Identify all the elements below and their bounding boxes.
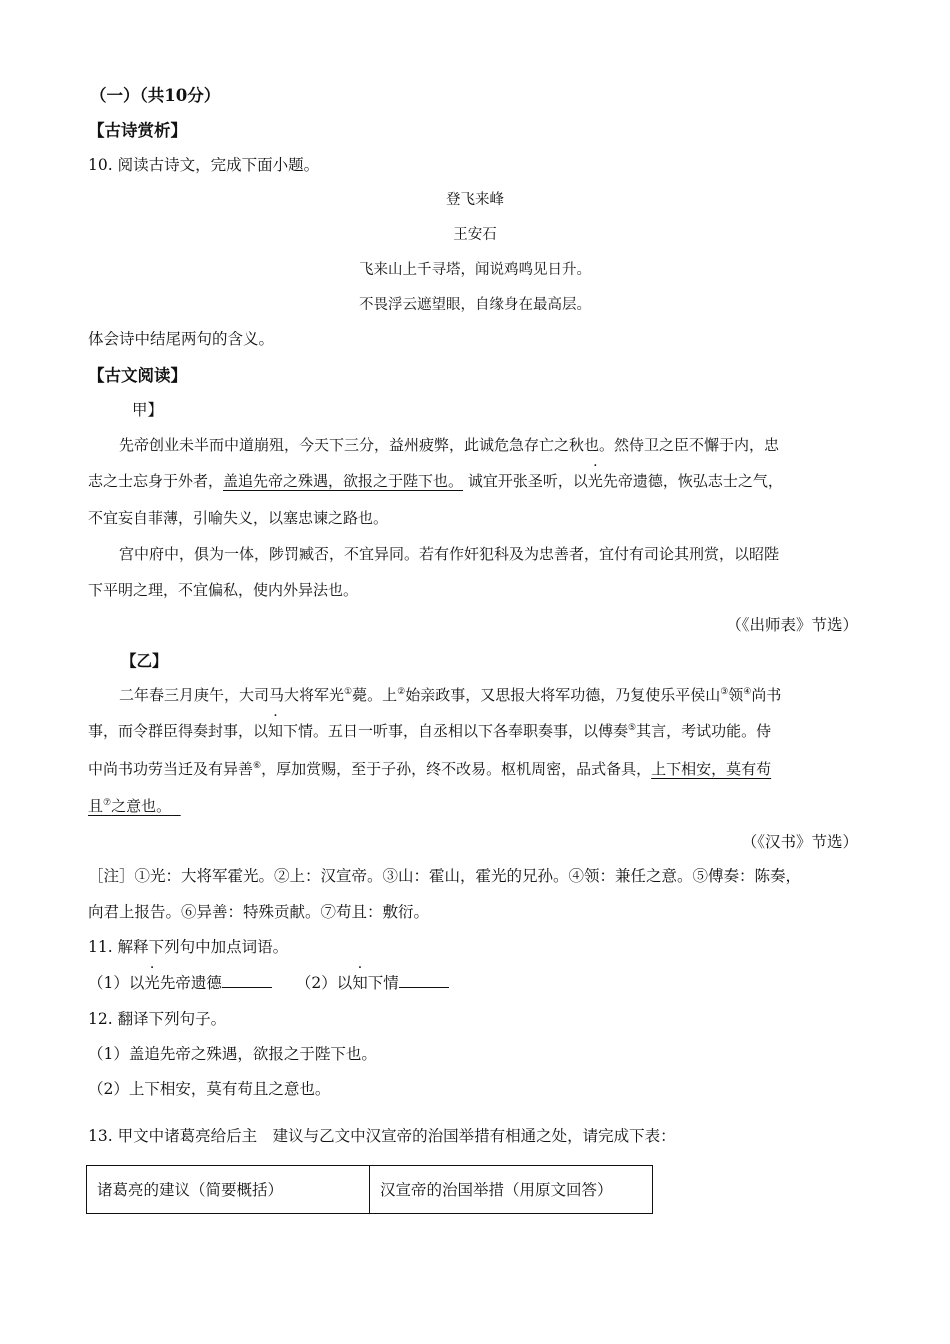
- notes-line-2: 向君上报告。⑥异善：特殊贡献。⑦苟且：敷衍。: [88, 903, 430, 921]
- text-span: 且: [88, 797, 104, 815]
- footnote-mark: ⑤: [628, 723, 637, 733]
- footnote-mark: ⑦: [103, 798, 112, 808]
- text-span: 事，而令群臣得奏封事，以: [88, 722, 269, 740]
- footnote-mark: ①: [344, 687, 353, 697]
- footnote-mark: ④: [743, 687, 752, 697]
- jia-p2-line-2: 下平明之理，不宜偏私，使内外异法也。: [88, 581, 359, 599]
- text-span: 其言，考试功能。侍: [636, 722, 772, 740]
- question-12-sentence-1: （1）盖追先帝之殊遇，欲报之于陛下也。: [88, 1045, 377, 1063]
- text-span: 志之士忘身于外者，: [88, 472, 224, 490]
- underlined-sentence: 上下相安，莫有苟: [651, 760, 772, 778]
- answer-table: [86, 1165, 653, 1214]
- question-12-sentence-2: （2）上下相安，莫有苟且之意也。: [88, 1080, 331, 1098]
- text-span: 先帝遗德，恢弘志士之气，: [602, 472, 783, 490]
- text-span: 下情: [367, 974, 399, 992]
- dotted-word: 光: [144, 974, 160, 992]
- footnote-mark: ③: [720, 687, 729, 697]
- yi-line-1: [119, 684, 781, 705]
- text-span: 薨。上: [352, 686, 398, 704]
- footnote-mark: ⑥: [253, 761, 262, 771]
- text-span: （1）以: [88, 974, 145, 992]
- text-span: 中尚书功劳当迁及有异善: [88, 760, 254, 778]
- question-10: 10. 阅读古诗文，完成下面小题。: [88, 156, 320, 174]
- notes-line-1: ［注］①光：大将军霍光。②上：汉宣帝。③山：霍山，霍光的兄孙。④领：兼任之意。⑤傅奏：陈奏，: [88, 867, 802, 885]
- poem-author: 王安石: [453, 227, 497, 243]
- poem-line-1: 飞来山上千寻塔，闻说鸡鸣见日升。: [359, 262, 591, 278]
- section-title: （一）（共10分）: [90, 86, 221, 105]
- text-span: 二年春三月庚午，大司马大将军光: [119, 686, 345, 704]
- text-span: 下情。五日一听事，自丞相以下各奉职奏事，以傅奏: [283, 722, 629, 740]
- jia-p1-line-1: 先帝创业未半而中道崩殂，今天下三分，益州疲弊，此诚危急存亡之秋也。然侍卫之臣不懈于内，忠: [119, 436, 780, 454]
- answer-blank[interactable]: [399, 975, 449, 988]
- answer-blank[interactable]: [222, 975, 272, 988]
- underlined-sentence: 盖追先帝之殊遇，欲报之于陛下也。: [223, 472, 464, 490]
- underlined-sentence: [88, 797, 181, 815]
- prose-section-heading: 【古文阅读】: [88, 366, 187, 385]
- yi-line-3: [88, 758, 771, 779]
- question-11-items: [88, 971, 449, 993]
- text-span: ，厚加赏赐，至于子孙，终不改易。枢机周密，品式备具，: [261, 760, 652, 778]
- yi-line-2: [88, 720, 771, 741]
- dotted-word: 光: [587, 472, 603, 490]
- text-span: 诚宜开张圣听，以: [467, 472, 588, 490]
- question-13: 13. 甲文中诸葛亮给后主 建议与乙文中汉宣帝的治国举措有相通之处，请完成下表：: [88, 1127, 676, 1145]
- text-span: 领: [728, 686, 744, 704]
- text-span: 之意也。: [111, 797, 172, 815]
- dotted-word: 知: [352, 974, 368, 992]
- question-12: 12. 翻译下列句子。: [88, 1010, 227, 1028]
- jia-p2-line-1: 宫中府中，俱为一体，陟罚臧否，不宜异同。若有作奸犯科及为忠善者，宜付有司论其刑赏，以昭陛: [119, 545, 780, 563]
- poem-section-heading: 【古诗赏析】: [88, 121, 187, 140]
- dotted-word: 知: [268, 722, 284, 740]
- table-header-cell: 汉宣帝的治国举措（用原文回答）: [370, 1166, 653, 1214]
- poem-line-2: 不畏浮云遮望眼，自缘身在最高层。: [359, 297, 591, 313]
- passage-jia-label: 甲】: [132, 401, 164, 419]
- text-span: 尚书: [751, 686, 782, 704]
- yi-source: （《汉书》节选）: [741, 833, 858, 851]
- table-row: [87, 1166, 653, 1214]
- poem-question: 体会诗中结尾两句的含义。: [88, 330, 275, 348]
- jia-p1-line-3: 不宜妄自菲薄，引喻失义，以塞忠谏之路也。: [88, 509, 389, 527]
- text-span: 先帝遗德: [159, 974, 222, 992]
- passage-yi-label: 【乙】: [121, 651, 168, 670]
- yi-line-4: [88, 795, 181, 816]
- jia-source: （《出师表》节选）: [726, 616, 858, 634]
- text-span: （2）以: [295, 974, 353, 992]
- footnote-mark: ②: [397, 687, 406, 697]
- table-header-cell: 诸葛亮的建议（简要概括）: [87, 1166, 370, 1214]
- jia-p1-line-2: [88, 470, 783, 491]
- poem-title: 登飞来峰: [446, 192, 504, 208]
- text-span: 始亲政事，又思报大将军功德，乃复使乐平侯山: [405, 686, 721, 704]
- question-11: 11. 解释下列句中加点词语。: [88, 938, 289, 956]
